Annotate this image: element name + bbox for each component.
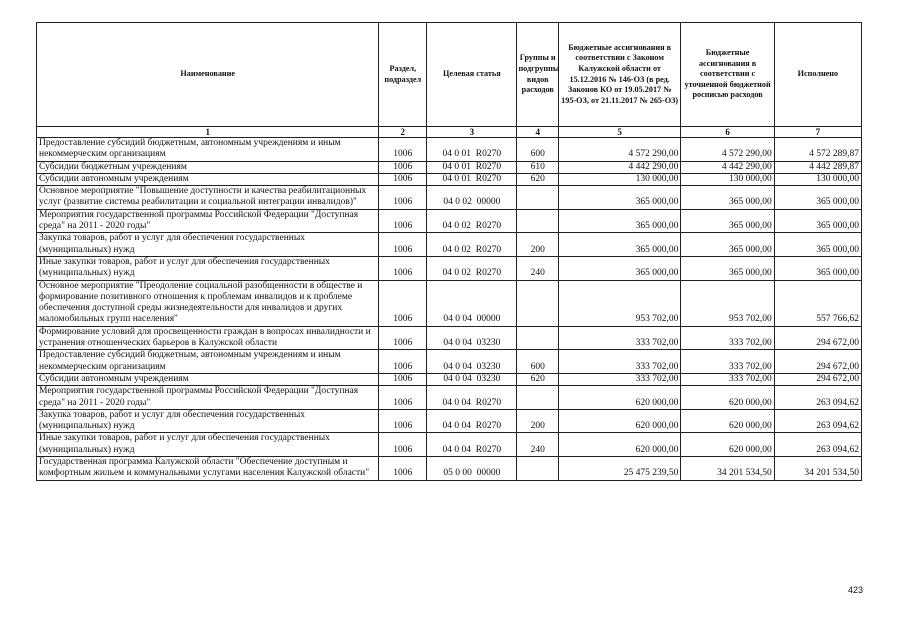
row-executed-amount: 294 672,00: [774, 350, 861, 374]
row-name: Мероприятия государственной программы Российской Федерации "Доступная среда" на 2011 - 2020 годы": [37, 386, 379, 410]
row-group: 610: [517, 161, 559, 173]
row-executed-amount: 263 094,62: [774, 386, 861, 410]
column-number: 4: [517, 127, 559, 138]
row-law-amount: 25 475 239,50: [558, 457, 680, 481]
table-row: [37, 350, 862, 374]
row-target: 04 0 04 03230: [427, 350, 517, 374]
header-name: Наименование: [37, 23, 379, 127]
row-law-amount: 953 702,00: [558, 280, 680, 326]
row-group: [517, 457, 559, 481]
row-section: 1006: [379, 138, 427, 162]
row-executed-amount: 263 094,62: [774, 433, 861, 457]
row-refined-amount: 4 442 290,00: [681, 161, 774, 173]
row-section: 1006: [379, 280, 427, 326]
row-law-amount: 333 702,00: [558, 350, 680, 374]
table-row: [37, 433, 862, 457]
table-row: [37, 386, 862, 410]
row-target: 04 0 04 R0270: [427, 409, 517, 433]
row-name: Субсидии автономным учреждениям: [37, 173, 379, 185]
row-refined-amount: 333 702,00: [681, 373, 774, 385]
column-number: 2: [379, 127, 427, 138]
row-name: Закупка товаров, работ и услуг для обеспечения государственных (муниципальных) нужд: [37, 233, 379, 257]
row-law-amount: 333 702,00: [558, 373, 680, 385]
row-refined-amount: 620 000,00: [681, 433, 774, 457]
row-name: Государственная программа Калужской области "Обеспечение доступным и комфортным жильем и коммунальными услугами населения Калужской области": [37, 457, 379, 481]
row-law-amount: 4 442 290,00: [558, 161, 680, 173]
row-executed-amount: 263 094,62: [774, 409, 861, 433]
table-row: [37, 186, 862, 210]
row-law-amount: 333 702,00: [558, 326, 680, 350]
row-refined-amount: 333 702,00: [681, 326, 774, 350]
row-executed-amount: 34 201 534,50: [774, 457, 861, 481]
row-group: 600: [517, 138, 559, 162]
row-name: Предоставление субсидий бюджетным, автономным учреждениям и иным некоммерческим организациям: [37, 350, 379, 374]
row-section: 1006: [379, 209, 427, 233]
table-row: [37, 173, 862, 185]
row-target: 04 0 02 R0270: [427, 256, 517, 280]
column-number: 5: [558, 127, 680, 138]
row-executed-amount: 294 672,00: [774, 373, 861, 385]
row-law-amount: 620 000,00: [558, 386, 680, 410]
header-target: Целевая статья: [427, 23, 517, 127]
row-refined-amount: 34 201 534,50: [681, 457, 774, 481]
row-law-amount: 620 000,00: [558, 433, 680, 457]
row-law-amount: 620 000,00: [558, 409, 680, 433]
table-row: [37, 256, 862, 280]
row-group: [517, 209, 559, 233]
row-section: 1006: [379, 233, 427, 257]
row-group: 240: [517, 433, 559, 457]
header-refined-appropriations: Бюджетные ассигнования в соответствии с уточненной бюджетной росписью расходов: [681, 23, 774, 127]
table-row: [37, 326, 862, 350]
row-group: 200: [517, 233, 559, 257]
row-executed-amount: 130 000,00: [774, 173, 861, 185]
row-name: Закупка товаров, работ и услуг для обеспечения государственных (муниципальных) нужд: [37, 409, 379, 433]
row-group: [517, 326, 559, 350]
row-group: [517, 186, 559, 210]
row-executed-amount: 294 672,00: [774, 326, 861, 350]
row-name: Формирование условий для просвещенности граждан в вопросах инвалидности и устранения отношенческих барьеров в Калужской области: [37, 326, 379, 350]
row-law-amount: 365 000,00: [558, 209, 680, 233]
table-body: [37, 138, 862, 481]
row-target: 04 0 01 R0270: [427, 138, 517, 162]
row-executed-amount: 4 572 289,87: [774, 138, 861, 162]
row-section: 1006: [379, 173, 427, 185]
row-section: 1006: [379, 409, 427, 433]
row-name: Основное мероприятие "Преодоление социальной разобщенности в обществе и формирование позитивного отношения к проблемам инвалидов и к проблеме обеспечения доступной среды жизнедеятельности для инвалидов и других маломобильных групп населения": [37, 280, 379, 326]
row-executed-amount: 365 000,00: [774, 209, 861, 233]
row-executed-amount: 557 766,62: [774, 280, 861, 326]
row-section: 1006: [379, 161, 427, 173]
row-refined-amount: 4 572 290,00: [681, 138, 774, 162]
row-name: Иные закупки товаров, работ и услуг для обеспечения государственных (муниципальных) нужд: [37, 433, 379, 457]
row-group: 600: [517, 350, 559, 374]
row-target: 04 0 02 R0270: [427, 209, 517, 233]
row-target: 04 0 04 R0270: [427, 386, 517, 410]
row-section: 1006: [379, 350, 427, 374]
row-target: 04 0 02 R0270: [427, 233, 517, 257]
row-name: Субсидии автономным учреждениям: [37, 373, 379, 385]
row-law-amount: 130 000,00: [558, 173, 680, 185]
row-target: 04 0 04 03230: [427, 373, 517, 385]
table-row: [37, 409, 862, 433]
row-refined-amount: 365 000,00: [681, 233, 774, 257]
row-group: [517, 280, 559, 326]
budget-table: [36, 22, 862, 481]
row-section: 1006: [379, 386, 427, 410]
row-executed-amount: 365 000,00: [774, 233, 861, 257]
row-name: Мероприятия государственной программы Российской Федерации "Доступная среда" на 2011 - 2020 годы": [37, 209, 379, 233]
row-executed-amount: 365 000,00: [774, 256, 861, 280]
row-name: Основное мероприятие "Повышение доступности и качества реабилитационных услуг (развитие системы реабилитации и социальной интеграции инвалидов)": [37, 186, 379, 210]
row-executed-amount: 4 442 289,87: [774, 161, 861, 173]
row-law-amount: 4 572 290,00: [558, 138, 680, 162]
row-refined-amount: 365 000,00: [681, 256, 774, 280]
table-row: [37, 373, 862, 385]
row-group: 620: [517, 173, 559, 185]
row-refined-amount: 953 702,00: [681, 280, 774, 326]
row-section: 1006: [379, 326, 427, 350]
header-section: Раздел, подраздел: [379, 23, 427, 127]
column-number: 3: [427, 127, 517, 138]
row-section: 1006: [379, 256, 427, 280]
row-group: 240: [517, 256, 559, 280]
row-section: 1006: [379, 186, 427, 210]
row-group: [517, 386, 559, 410]
column-number: 6: [681, 127, 774, 138]
row-refined-amount: 620 000,00: [681, 386, 774, 410]
column-number: 7: [774, 127, 861, 138]
page-number: 423: [847, 585, 863, 595]
row-target: 04 0 01 R0270: [427, 161, 517, 173]
header-groups: Группы и подгруппы видов расходов: [517, 23, 559, 127]
header-law-appropriations: Бюджетные ассигнования в соответствии с Законом Калужской области от 15.12.2016 № 146-ОЗ (в ред. Законов КО от 19.05.2017 № 195-ОЗ, от 21.11.2017 № 265-ОЗ): [558, 23, 680, 127]
row-refined-amount: 620 000,00: [681, 409, 774, 433]
row-refined-amount: 365 000,00: [681, 186, 774, 210]
row-executed-amount: 365 000,00: [774, 186, 861, 210]
row-name: Предоставление субсидий бюджетным, автономным учреждениям и иным некоммерческим организациям: [37, 138, 379, 162]
row-target: 04 0 04 00000: [427, 280, 517, 326]
column-number: 1: [37, 127, 379, 138]
row-group: 200: [517, 409, 559, 433]
row-name: Субсидии бюджетным учреждениям: [37, 161, 379, 173]
row-section: 1006: [379, 373, 427, 385]
row-target: 04 0 02 00000: [427, 186, 517, 210]
row-law-amount: 365 000,00: [558, 186, 680, 210]
table-row: [37, 138, 862, 162]
row-target: 05 0 00 00000: [427, 457, 517, 481]
row-section: 1006: [379, 433, 427, 457]
row-group: 620: [517, 373, 559, 385]
row-target: 04 0 04 R0270: [427, 433, 517, 457]
table-row: [37, 280, 862, 326]
row-law-amount: 365 000,00: [558, 233, 680, 257]
row-target: 04 0 04 03230: [427, 326, 517, 350]
table-row: [37, 233, 862, 257]
row-name: Иные закупки товаров, работ и услуг для обеспечения государственных (муниципальных) нужд: [37, 256, 379, 280]
row-target: 04 0 01 R0270: [427, 173, 517, 185]
table-row: [37, 209, 862, 233]
row-law-amount: 365 000,00: [558, 256, 680, 280]
row-refined-amount: 333 702,00: [681, 350, 774, 374]
table-row: [37, 161, 862, 173]
table-row: [37, 457, 862, 481]
row-section: 1006: [379, 457, 427, 481]
header-executed: Исполнено: [774, 23, 861, 127]
row-refined-amount: 130 000,00: [681, 173, 774, 185]
row-refined-amount: 365 000,00: [681, 209, 774, 233]
